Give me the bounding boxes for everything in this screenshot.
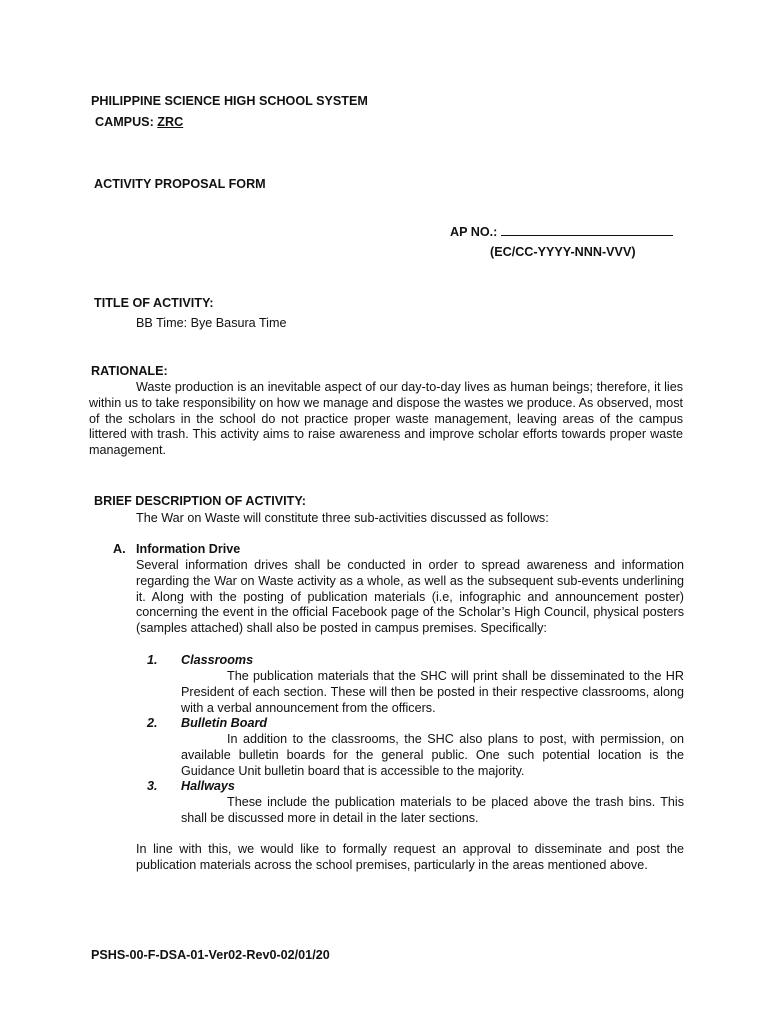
form-code-footer: PSHS-00-F-DSA-01-Ver02-Rev0-02/01/20 <box>91 948 330 962</box>
section-a-text <box>136 558 684 637</box>
closing-paragraph: In line with this, we would like to formally request an approval to disseminate and post the publication materials across the school premises, particularly in the areas mentioned above. <box>136 842 684 872</box>
form-title: ACTIVITY PROPOSAL FORM <box>94 177 266 191</box>
item-3-marker: 3. <box>147 779 158 793</box>
item-2-text <box>181 732 684 779</box>
section-a-marker: A. <box>113 542 126 556</box>
item-1-title: Classrooms <box>181 653 254 667</box>
section-a-paragraph: Several information drives shall be conducted in order to spread awareness and information regarding the War on Waste activity as a whole, as well as the subsequent sub-events underlining it. Along with the posting of publication materials (i.e, infographic and announcement poster) concerning the event in the official Facebook page of the Scholar’s High Council, physical posters (samples attached) shall also be posted in campus premises. Specifically: <box>136 558 684 636</box>
item-3-title: Hallways <box>181 779 235 793</box>
campus-value: ZRC <box>157 115 184 129</box>
item-2-marker: 2. <box>147 716 158 730</box>
campus-label: CAMPUS: <box>95 115 154 129</box>
ap-no-label: AP NO.: <box>450 225 498 239</box>
activity-title: BB Time: Bye Basura Time <box>136 316 287 330</box>
description-heading: BRIEF DESCRIPTION OF ACTIVITY: <box>94 494 306 508</box>
item-1-marker: 1. <box>147 653 158 667</box>
ap-no-line <box>450 224 673 241</box>
item-3-text <box>181 795 684 827</box>
item-1-text <box>181 669 684 716</box>
item-1-paragraph: The publication materials that the SHC will print shall be disseminated to the HR President of each section. These will then be posted in their respective classrooms, along with a verbal announcement from the officers. <box>181 669 684 715</box>
rationale-text <box>89 380 683 459</box>
campus-line <box>95 115 183 131</box>
ap-no-format: (EC/CC-YYYY-NNN-VVV) <box>490 245 636 259</box>
title-heading: TITLE OF ACTIVITY: <box>94 296 214 310</box>
section-a-title: Information Drive <box>136 542 241 556</box>
description-intro: The War on Waste will constitute three sub-activities discussed as follows: <box>136 511 549 525</box>
item-3-paragraph: These include the publication materials to be placed above the trash bins. This shall be discussed more in detail in the later sections. <box>181 795 684 825</box>
rationale-heading: RATIONALE: <box>91 364 168 378</box>
item-2-title: Bulletin Board <box>181 716 268 730</box>
closing-text <box>136 842 684 874</box>
school-system-heading: PHILIPPINE SCIENCE HIGH SCHOOL SYSTEM <box>91 94 368 108</box>
item-2-paragraph: In addition to the classrooms, the SHC also plans to post, with permission, on available bulletin boards for the general public. One such potential location is the Guidance Unit bulletin board that is accessible to the majority. <box>181 732 684 778</box>
rationale-paragraph: Waste production is an inevitable aspect of our day-to-day lives as human beings; therefore, it lies within us to take responsibility on how we manage and dispose the wastes we produce. As observed, most of the scholars in the school do not practice proper waste management, leaving areas of the campus littered with trash. This activity aims to raise awareness and improve scholar efforts towards proper waste management. <box>89 380 683 458</box>
ap-no-blank <box>501 224 673 236</box>
